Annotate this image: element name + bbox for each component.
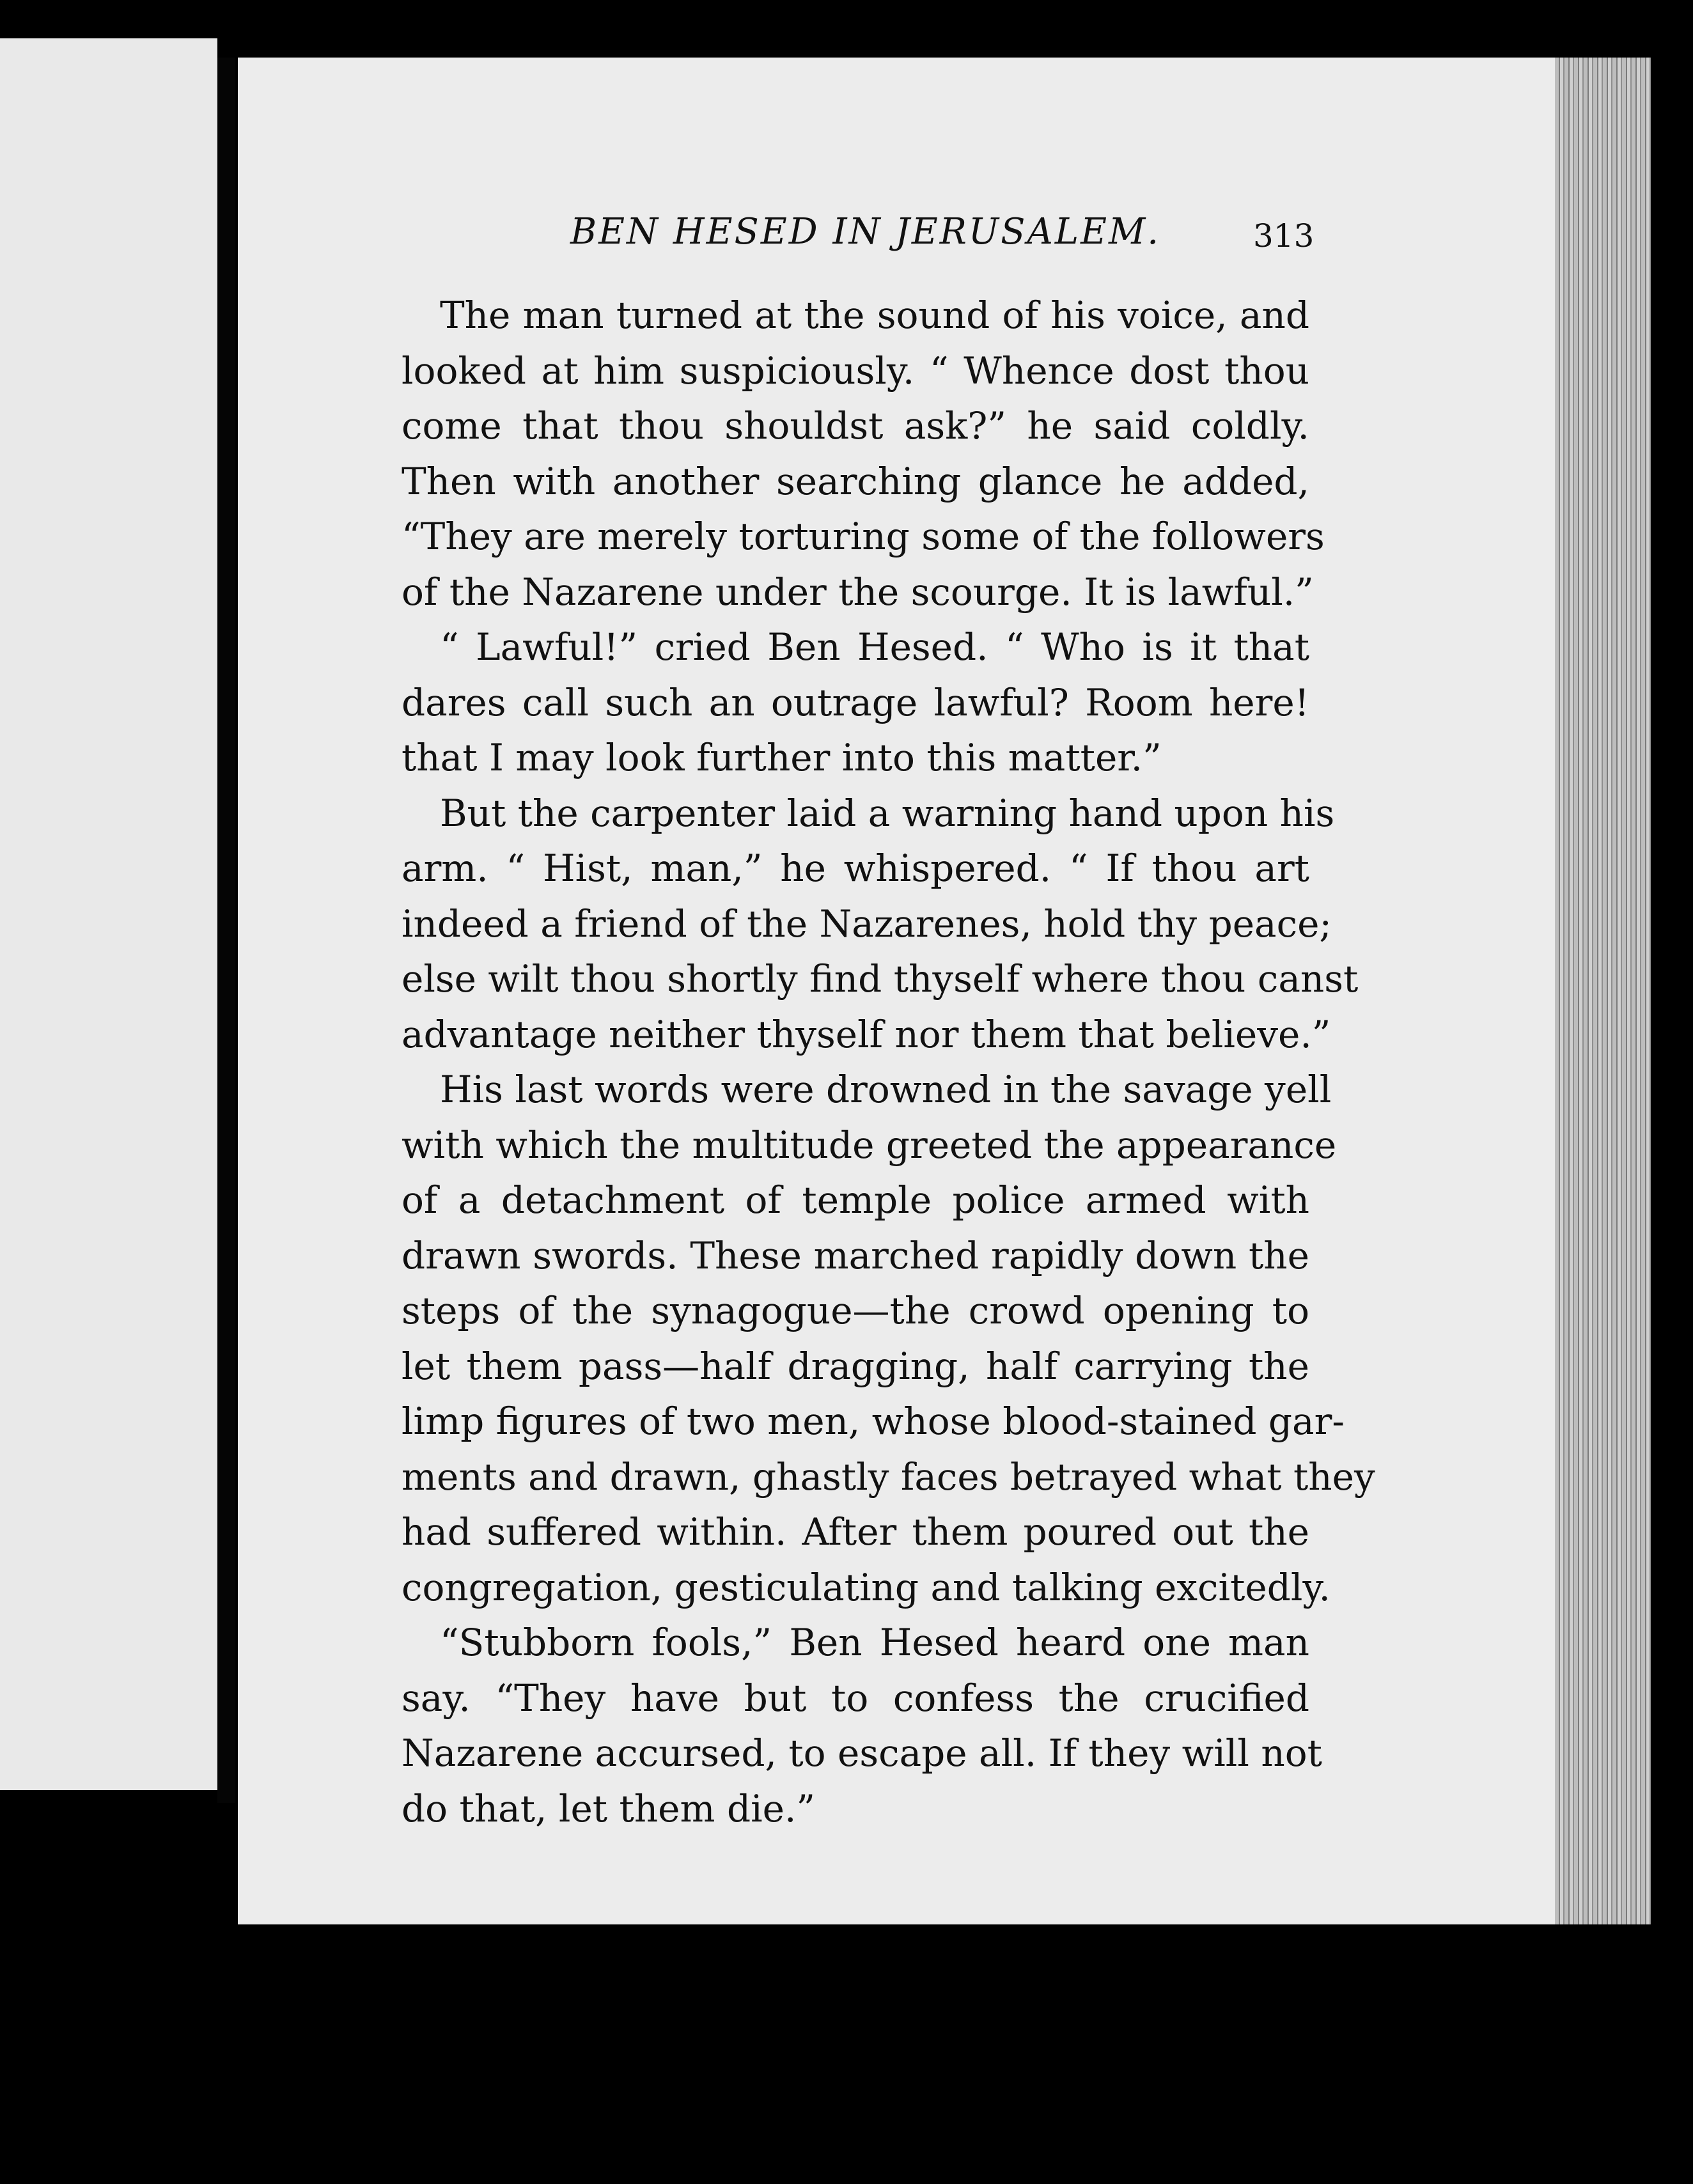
page-number: 313 [1253, 217, 1315, 254]
left-fragment [168, 1398, 217, 1442]
text-line: drawn swords. These marched rapidly down the [402, 1233, 1309, 1277]
text-line: steps of the synagogue—the crowd opening to [402, 1289, 1309, 1332]
text-line: But the carpenter laid a warning hand upon his [440, 791, 1335, 835]
left-fragment [168, 298, 217, 343]
text-line: do that, let them die.” [402, 1786, 816, 1830]
text-line: that I may look further into this matter.” [402, 736, 1162, 779]
book-page [238, 58, 1555, 1924]
text-line: “Stubborn fools,” Ben Hesed heard one man [440, 1621, 1309, 1664]
scan-border [1651, 38, 1693, 1956]
text-line: looked at him suspiciously. “ Whence dost thou [402, 348, 1309, 393]
text-line: of the Nazarene under the scourge. It is lawful.” [402, 570, 1314, 614]
left-fragment [168, 1343, 217, 1387]
left-fragment [168, 1013, 217, 1057]
text-line: His last words were drowned in the savage yell [440, 1068, 1332, 1111]
left-fragment [168, 1673, 217, 1717]
running-head: BEN HESED IN JERUSALEM. [570, 211, 1161, 253]
left-fragment [168, 1123, 217, 1167]
left-fragment [168, 353, 217, 398]
text-line: “ Lawful!” cried Ben Hesed. “ Who is it that [440, 625, 1309, 669]
text-line: arm. “ Hist, man,” he whispered. “ If thou art [402, 846, 1309, 890]
text-line: indeed a friend of the Nazarenes, hold thy peace; [402, 901, 1332, 946]
text-line: had suffered within. After them poured out the [402, 1510, 1309, 1554]
text-line: dares call such an outrage lawful? Room here! [402, 680, 1309, 724]
book-gutter [217, 58, 235, 1803]
left-fragment [168, 1178, 217, 1222]
left-fragment [168, 518, 217, 563]
text-line: advantage neither thyself nor them that believe.” [402, 1012, 1331, 1056]
left-fragment [168, 1728, 217, 1772]
page-edges [1555, 58, 1651, 1924]
text-line: ments and drawn, ghastly faces betrayed what they [402, 1455, 1375, 1499]
text-line: with which the multitude greeted the appearance [402, 1123, 1337, 1167]
left-fragment [168, 1563, 217, 1607]
text-line: The man turned at the sound of his voice, and [440, 293, 1309, 337]
left-fragment [168, 848, 217, 893]
left-fragment [168, 1618, 217, 1662]
text-line: Nazarene accursed, to escape all. If they will not [402, 1731, 1322, 1775]
text-line: limp figures of two men, whose blood-stained gar- [402, 1400, 1345, 1443]
text-line: “They are merely torturing some of the followers [402, 515, 1325, 558]
left-fragment [168, 903, 217, 948]
text-line: say. “They have but to confess the crucified [402, 1676, 1309, 1720]
text-line: else wilt thou shortly find thyself where thou canst [402, 957, 1359, 1001]
left-fragment [168, 1233, 217, 1277]
text-line: let them pass—half dragging, half carrying the [402, 1344, 1309, 1388]
text-line: Then with another searching glance he added, [402, 459, 1309, 503]
left-fragment [168, 1068, 217, 1112]
text-line: of a detachment of temple police armed with [402, 1178, 1309, 1222]
left-fragment [168, 1288, 217, 1332]
text-line: come that thou shouldst ask?” he said coldly. [402, 404, 1309, 448]
left-fragment [168, 573, 217, 618]
left-fragment [168, 1453, 217, 1497]
body-text [402, 288, 1375, 1836]
left-fragment [168, 463, 217, 508]
text-line: congregation, gesticulating and talking excitedly. [402, 1565, 1330, 1609]
left-fragment [168, 628, 217, 673]
previous-page-fragment [0, 38, 217, 1790]
